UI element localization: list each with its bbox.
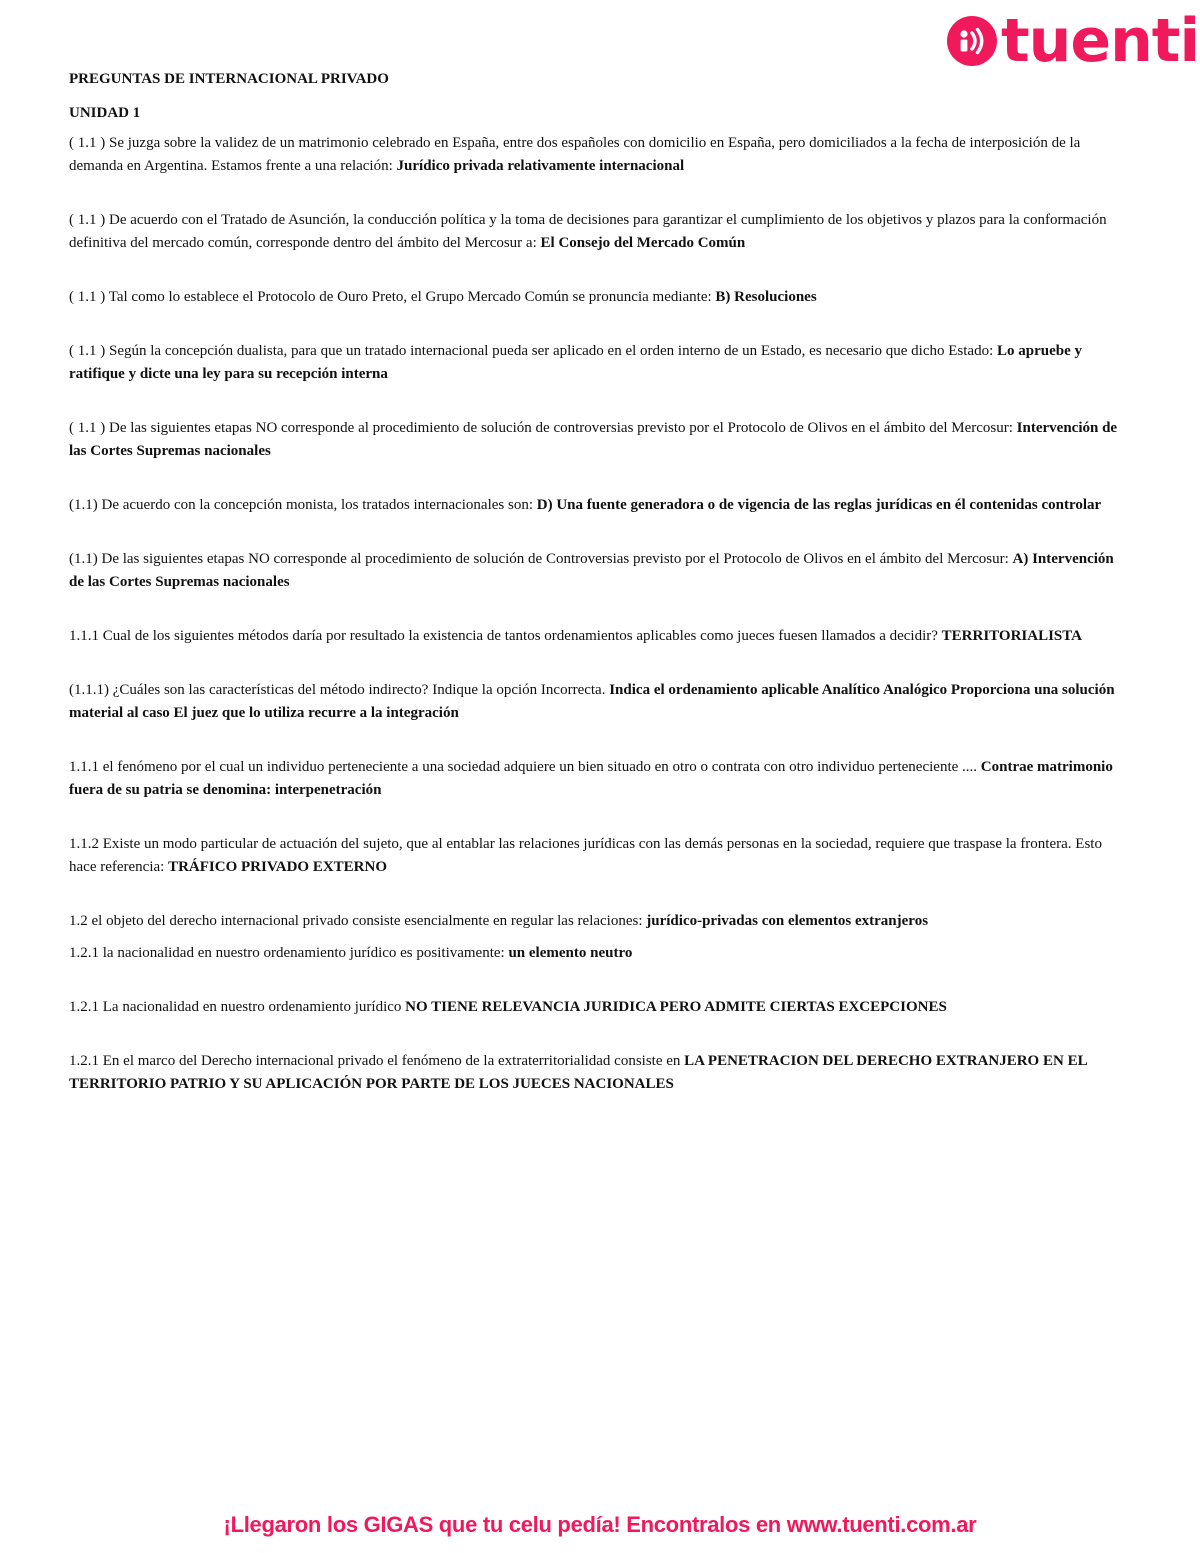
question-text: ( 1.1 ) Se juzga sobre la validez de un matrimonio celebrado en España, entre dos españoles con domicilio en España, pero domiciliados a la fecha de interposición de la demanda en Argentina. Estamos frente a una relación: bbox=[69, 135, 1081, 174]
document-title: PREGUNTAS DE INTERNACIONAL PRIVADO bbox=[69, 71, 389, 87]
question-text: 1.2.1 la nacionalidad en nuestro ordenamiento jurídico es positivamente: bbox=[69, 945, 509, 961]
question-item-2 bbox=[69, 209, 1132, 255]
question-text: 1.2.1 La nacionalidad en nuestro ordenamiento jurídico bbox=[69, 999, 406, 1015]
question-item-6 bbox=[69, 494, 1132, 517]
question-item-9 bbox=[69, 679, 1132, 725]
question-text: (1.1) De acuerdo con la concepción monista, los tratados internacionales son: bbox=[69, 497, 537, 513]
question-item-10 bbox=[69, 756, 1132, 802]
tuenti-logo[interactable] bbox=[947, 6, 1200, 76]
question-item-15 bbox=[69, 1050, 1132, 1096]
answer-text: Jurídico privada relativamente internacional bbox=[396, 158, 685, 174]
question-text: ( 1.1 ) Según la concepción dualista, para que un tratado internacional pueda ser aplicado en el orden interno de un Estado, es necesario que dicho Estado: bbox=[69, 343, 998, 359]
answer-text: Indica el ordenamiento aplicable Analítico Analógico Proporciona una solución material al caso El juez que lo utiliza recurre a la integración bbox=[69, 682, 1115, 721]
question-text: 1.2 el objeto del derecho internacional privado consiste esencialmente en regular las relaciones: bbox=[69, 913, 647, 929]
answer-text: A) Intervención de las Cortes Supremas nacionales bbox=[69, 551, 1114, 590]
tuenti-wordmark: tuenti bbox=[1001, 6, 1200, 76]
question-item-3 bbox=[69, 286, 1132, 309]
question-text: ( 1.1 ) De las siguientes etapas NO corresponde al procedimiento de solución de controversias previsto por el Protocolo de Olivos en el ámbito del Mercosur: bbox=[69, 420, 1017, 436]
question-text: 1.2.1 En el marco del Derecho internacional privado el fenómeno de la extraterritorialidad consiste en bbox=[69, 1053, 685, 1069]
question-item-4 bbox=[69, 340, 1132, 386]
answer-text: un elemento neutro bbox=[508, 945, 633, 961]
question-text: ( 1.1 ) De acuerdo con el Tratado de Asunción, la conducción política y la toma de decisiones para garantizar el cumplimiento de los objetivos y plazos para la conformación definitiva del mercado común, corresponde dentro del ámbito del Mercosur a: bbox=[69, 212, 1107, 251]
question-item-1 bbox=[69, 132, 1132, 178]
promo-banner-link[interactable]: ¡Llegaron los GIGAS que tu celu pedía! Encontralos en www.tuenti.com.ar bbox=[223, 1512, 977, 1537]
unit-heading: UNIDAD 1 bbox=[69, 105, 141, 121]
answer-text: LA PENETRACION DEL DERECHO EXTRANJERO EN EL TERRITORIO PATRIO Y SU APLICACIÓN POR PARTE DE LOS JUECES NACIONALES bbox=[69, 1053, 1087, 1092]
answer-text: TERRITORIALISTA bbox=[941, 628, 1082, 644]
question-item-13 bbox=[69, 942, 1132, 965]
answer-text: El Consejo del Mercado Común bbox=[540, 235, 746, 251]
question-item-7 bbox=[69, 548, 1132, 594]
question-text: (1.1) De las siguientes etapas NO corresponde al procedimiento de solución de Controversias previsto por el Protocolo de Olivos en el ámbito del Mercosur: bbox=[69, 551, 1013, 567]
question-text: 1.1.1 Cual de los siguientes métodos daría por resultado la existencia de tantos ordenamientos aplicables como jueces fuesen llamados a decidir? bbox=[69, 628, 942, 644]
answer-text: TRÁFICO PRIVADO EXTERNO bbox=[168, 859, 388, 875]
answer-text: NO TIENE RELEVANCIA JURIDICA PERO ADMITE CIERTAS EXCEPCIONES bbox=[405, 999, 947, 1015]
question-item-8 bbox=[69, 625, 1132, 648]
answer-text: D) Una fuente generadora o de vigencia de las reglas jurídicas en él contenidas controlar bbox=[536, 497, 1102, 513]
answer-text: Contrae matrimonio fuera de su patria se denomina: interpenetración bbox=[69, 759, 1113, 798]
answer-text: B) Resoluciones bbox=[715, 289, 817, 305]
question-item-12 bbox=[69, 910, 1132, 933]
answer-text: Intervención de las Cortes Supremas nacionales bbox=[69, 420, 1118, 459]
question-item-11 bbox=[69, 833, 1132, 879]
question-text: 1.1.2 Existe un modo particular de actuación del sujeto, que al entablar las relaciones jurídicas con las demás personas en la sociedad, requiere que traspase la frontera. Esto hace referencia: bbox=[69, 836, 1102, 875]
question-text: ( 1.1 ) Tal como lo establece el Protocolo de Ouro Preto, el Grupo Mercado Común se pronuncia mediante: bbox=[69, 289, 716, 305]
question-item-14 bbox=[69, 996, 1132, 1019]
document-body bbox=[69, 68, 1132, 1127]
tuenti-badge-icon bbox=[947, 16, 997, 66]
answer-text: jurídico-privadas con elementos extranjeros bbox=[646, 913, 929, 929]
answer-text: Lo apruebe y ratifique y dicte una ley para su recepción interna bbox=[69, 343, 1083, 382]
question-text: 1.1.1 el fenómeno por el cual un individuo perteneciente a una sociedad adquiere un bien situado en otro o contrata con otro individuo perteneciente .... bbox=[69, 759, 981, 775]
question-text: (1.1.1) ¿Cuáles son las características del método indirecto? Indique la opción Incorrecta. bbox=[69, 682, 610, 698]
question-item-5 bbox=[69, 417, 1132, 463]
